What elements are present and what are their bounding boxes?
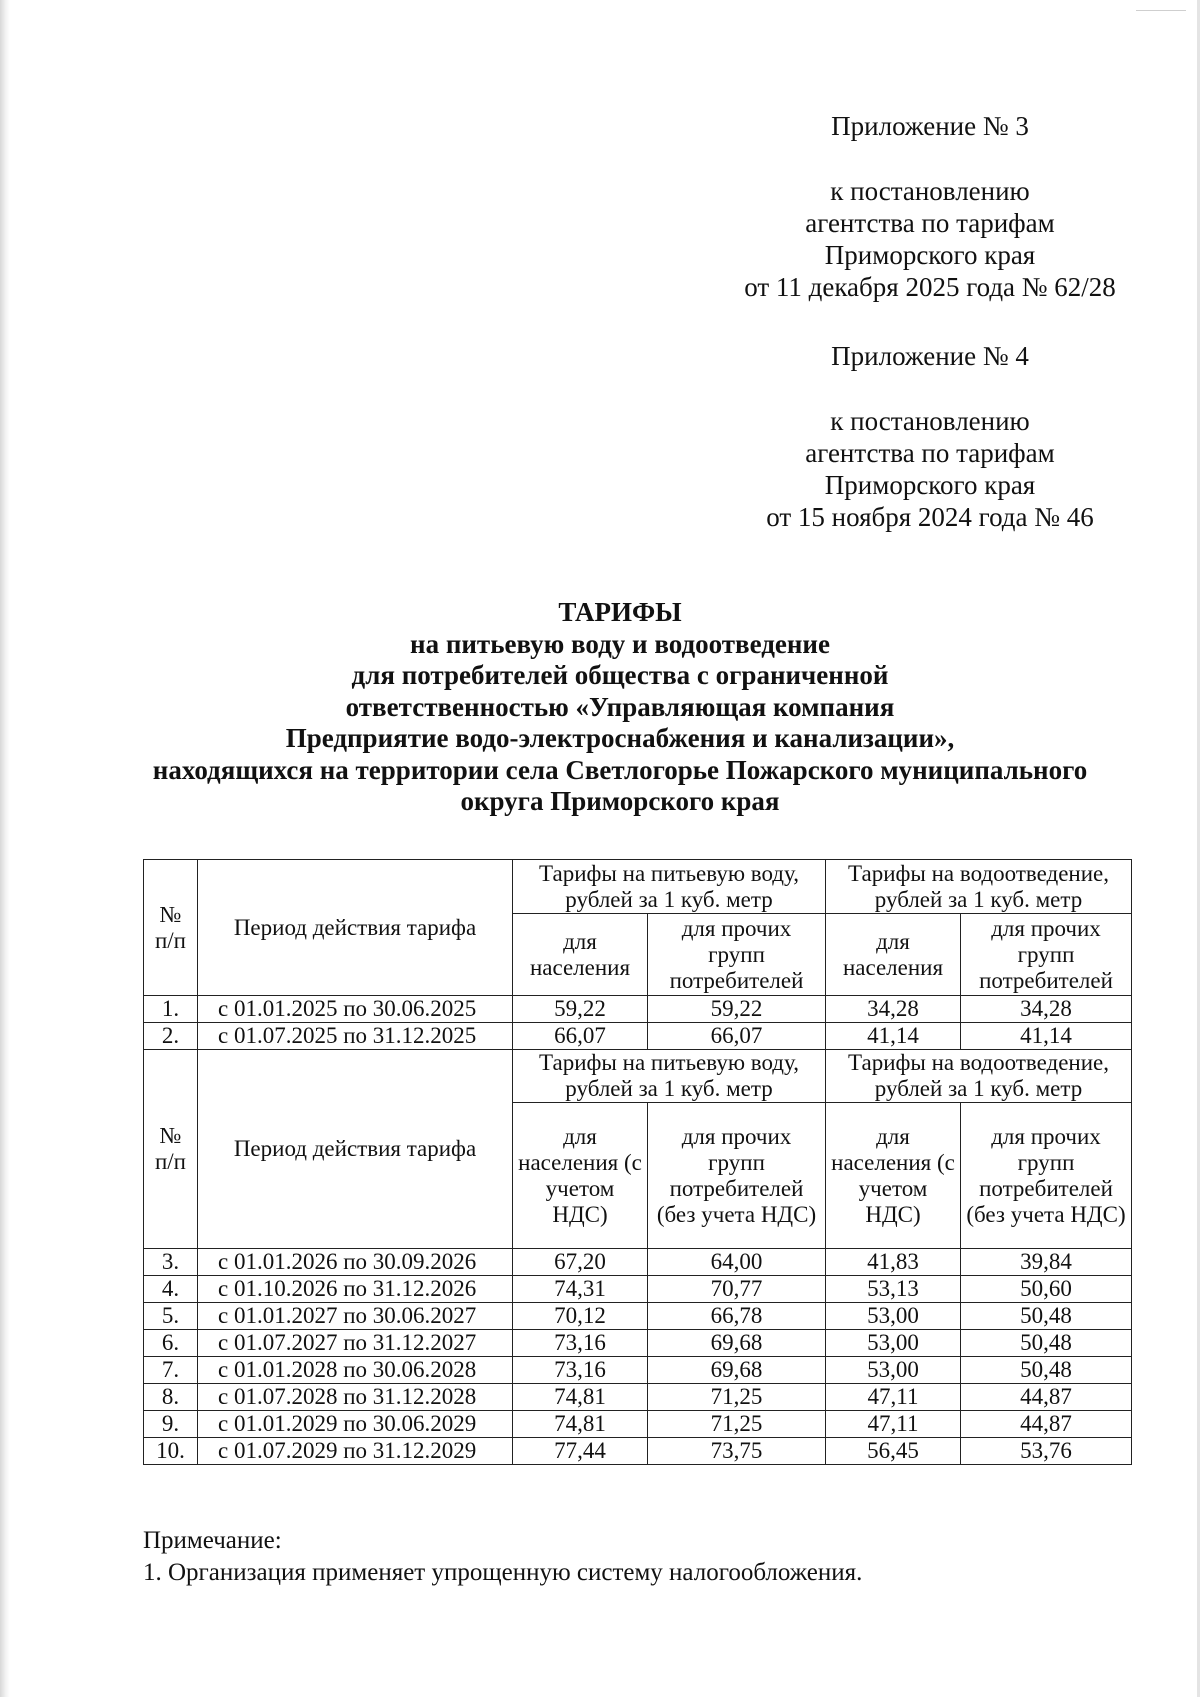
row-number: 4.: [144, 1276, 198, 1303]
note-block: [143, 1525, 862, 1589]
appendix-4-line: агентства по тарифам: [805, 438, 1055, 468]
row-sewage-pop: 53,00: [826, 1357, 961, 1384]
header-water-other: для прочих групп потребителей (без учета НДС): [648, 1103, 826, 1249]
title-line: округа Приморского края: [460, 786, 780, 816]
row-sewage-other: 50,48: [961, 1357, 1132, 1384]
header-sewage: Тарифы на водоотведение, рублей за 1 куб. метр: [826, 1050, 1132, 1103]
row-water-other: 69,68: [648, 1330, 826, 1357]
row-number: 5.: [144, 1303, 198, 1330]
table-row: [144, 1303, 1132, 1330]
row-sewage-pop: 53,00: [826, 1303, 961, 1330]
row-period: с 01.07.2028 по 31.12.2028: [198, 1384, 513, 1411]
table-row: [144, 1357, 1132, 1384]
title-line: на питьевую воду и водоотведение: [410, 628, 830, 659]
row-number: 1.: [144, 996, 198, 1023]
row-water-pop: 66,07: [513, 1023, 648, 1050]
header-num: № п/п: [144, 1050, 198, 1249]
row-number: 3.: [144, 1249, 198, 1276]
row-water-pop: 73,16: [513, 1357, 648, 1384]
table-row: [144, 1249, 1132, 1276]
row-sewage-pop: 34,28: [826, 996, 961, 1023]
row-period: с 01.10.2026 по 31.12.2026: [198, 1276, 513, 1303]
appendix-3-line: Приморского края: [824, 240, 1036, 270]
row-sewage-other: 50,48: [961, 1303, 1132, 1330]
title-line: ТАРИФЫ: [558, 597, 682, 627]
row-sewage-other: 41,14: [961, 1023, 1132, 1050]
appendix-3-title: Приложение № 3: [831, 111, 1029, 141]
header-water: Тарифы на питьевую воду, рублей за 1 куб. метр: [513, 860, 826, 914]
row-water-other: 66,78: [648, 1303, 826, 1330]
row-water-other: 73,75: [648, 1438, 826, 1465]
header-period: Период действия тарифа: [198, 860, 513, 996]
row-water-other: 59,22: [648, 996, 826, 1023]
row-period: с 01.01.2027 по 30.06.2027: [198, 1303, 513, 1330]
appendix-3-block: [720, 110, 1140, 303]
header-water-pop: для населения (с учетом НДС): [513, 1103, 648, 1249]
appendix-4-title: Приложение № 4: [831, 341, 1029, 371]
row-water-pop: 77,44: [513, 1438, 648, 1465]
title-line: для потребителей общества с ограниченной: [351, 660, 889, 690]
row-water-pop: 74,81: [513, 1411, 648, 1438]
row-number: 10.: [144, 1438, 198, 1465]
row-water-pop: 59,22: [513, 996, 648, 1023]
row-sewage-pop: 41,14: [826, 1023, 961, 1050]
header-water-pop: для населения: [513, 914, 648, 996]
row-sewage-pop: 56,45: [826, 1438, 961, 1465]
appendix-4-line: к постановлению: [830, 406, 1030, 436]
header-period: Период действия тарифа: [198, 1050, 513, 1249]
header-sewage-pop: для населения (с учетом НДС): [826, 1103, 961, 1249]
header-water-other: для прочих групп потребителей: [648, 914, 826, 996]
row-period: с 01.01.2026 по 30.09.2026: [198, 1249, 513, 1276]
note-heading: Примечание:: [143, 1527, 282, 1554]
row-water-pop: 70,12: [513, 1303, 648, 1330]
appendix-4-line: Приморского края: [824, 470, 1036, 500]
row-number: 6.: [144, 1330, 198, 1357]
header-num: № п/п: [144, 860, 198, 996]
document-title: [120, 597, 1120, 818]
row-water-other: 64,00: [648, 1249, 826, 1276]
tariff-table: [143, 859, 1132, 1465]
scan-corner-mark: [1136, 0, 1186, 11]
table-row: [144, 996, 1132, 1023]
row-water-other: 69,68: [648, 1357, 826, 1384]
row-sewage-other: 39,84: [961, 1249, 1132, 1276]
appendix-3-date: от 11 декабря 2025 года № 62/28: [744, 272, 1116, 302]
header-sewage: Тарифы на водоотведение, рублей за 1 куб. метр: [826, 860, 1132, 914]
row-number: 7.: [144, 1357, 198, 1384]
row-water-other: 71,25: [648, 1411, 826, 1438]
row-sewage-other: 53,76: [961, 1438, 1132, 1465]
row-water-pop: 74,31: [513, 1276, 648, 1303]
title-line: ответственностью «Управляющая компания: [345, 691, 895, 722]
row-number: 9.: [144, 1411, 198, 1438]
row-number: 8.: [144, 1384, 198, 1411]
row-period: с 01.01.2029 по 30.06.2029: [198, 1411, 513, 1438]
appendix-3-line: к постановлению: [830, 176, 1030, 206]
row-water-other: 66,07: [648, 1023, 826, 1050]
header-water: Тарифы на питьевую воду, рублей за 1 куб. метр: [513, 1050, 826, 1103]
row-sewage-pop: 41,83: [826, 1249, 961, 1276]
row-period: с 01.01.2028 по 30.06.2028: [198, 1357, 513, 1384]
row-sewage-other: 44,87: [961, 1384, 1132, 1411]
table-row: [144, 1384, 1132, 1411]
title-line: Предприятие водо-электроснабжения и канализации»,: [285, 723, 955, 753]
note-item: 1. Организация применяет упрощенную систему налогообложения.: [143, 1559, 863, 1586]
table-row: [144, 1438, 1132, 1465]
row-sewage-other: 50,48: [961, 1330, 1132, 1357]
scan-edge-left: [0, 0, 10, 1697]
row-sewage-other: 34,28: [961, 996, 1132, 1023]
row-period: с 01.07.2025 по 31.12.2025: [198, 1023, 513, 1050]
row-water-pop: 73,16: [513, 1330, 648, 1357]
row-water-other: 71,25: [648, 1384, 826, 1411]
title-line: находящихся на территории села Светлогорье Пожарского муниципального: [152, 754, 1088, 785]
row-period: с 01.07.2029 по 31.12.2029: [198, 1438, 513, 1465]
header-sewage-other: для прочих групп потребителей: [961, 914, 1132, 996]
row-period: с 01.01.2025 по 30.06.2025: [198, 996, 513, 1023]
row-sewage-pop: 53,13: [826, 1276, 961, 1303]
row-sewage-pop: 47,11: [826, 1411, 961, 1438]
table-row: [144, 1276, 1132, 1303]
row-water-pop: 74,81: [513, 1384, 648, 1411]
row-sewage-other: 44,87: [961, 1411, 1132, 1438]
table-row: [144, 1330, 1132, 1357]
row-water-other: 70,77: [648, 1276, 826, 1303]
appendix-4-block: [720, 340, 1140, 533]
row-period: с 01.07.2027 по 31.12.2027: [198, 1330, 513, 1357]
header-sewage-pop: для населения: [826, 914, 961, 996]
row-sewage-other: 50,60: [961, 1276, 1132, 1303]
row-number: 2.: [144, 1023, 198, 1050]
row-water-pop: 67,20: [513, 1249, 648, 1276]
row-sewage-pop: 53,00: [826, 1330, 961, 1357]
appendix-3-line: агентства по тарифам: [805, 208, 1055, 238]
header-sewage-other: для прочих групп потребителей (без учета НДС): [961, 1103, 1132, 1249]
table-row: [144, 1411, 1132, 1438]
appendix-4-date: от 15 ноября 2024 года № 46: [766, 502, 1094, 532]
row-sewage-pop: 47,11: [826, 1384, 961, 1411]
table-row: [144, 1023, 1132, 1050]
